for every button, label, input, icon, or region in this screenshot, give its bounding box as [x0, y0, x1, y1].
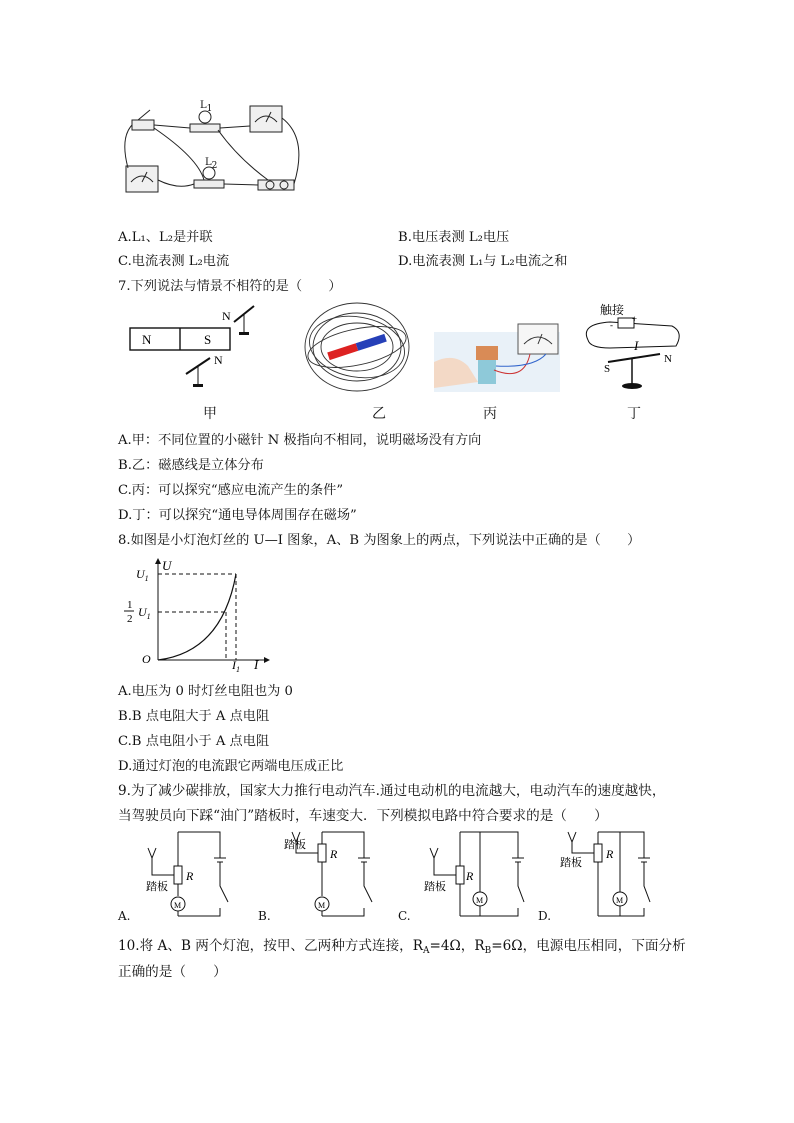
svg-text:U1: $U_1$: [138, 605, 151, 621]
q9-stem-line1: 9.为了减少碳排放，国家大力推行电动汽车.通过电动机的电流越大，电动汽车的速度越快，: [118, 783, 666, 799]
touch-label: 触接: [600, 303, 625, 317]
q8-option-a: A.电压为 0 时灯丝电阻也为 0: [118, 684, 293, 699]
q8-option-d: D.通过灯泡的电流跟它两端电压成正比: [118, 759, 344, 774]
minus-label: -: [610, 320, 613, 330]
svg-text:踏板: 踏板: [146, 881, 168, 893]
svg-text:2: 2: [127, 613, 133, 625]
svg-text:U1: $U_1$: [136, 567, 149, 583]
svg-text:M: M: [174, 901, 182, 910]
q7-option-d: D.丁：可以探究“通电导体周围存在磁场”: [118, 508, 357, 523]
q9-circuit-a: [138, 828, 248, 924]
q7-caption-jia: 甲: [203, 406, 217, 422]
q7-caption-yi: 乙: [372, 406, 386, 422]
q6-option-a: A.L₁、L₂是并联: [118, 230, 213, 245]
q9-stem-line2: 当驾驶员向下踩“油门”踏板时，车速变大．下列模拟电路中符合要求的是（ ）: [118, 808, 608, 824]
q6-circuit-figure: [118, 98, 318, 210]
q7-figure-yi: [302, 298, 412, 396]
q6-label-l1: L1: [200, 100, 213, 114]
svg-text:M: M: [476, 896, 484, 905]
q10-stem-line2: 正确的是（ ）: [118, 964, 227, 980]
q6-option-b: B.电压表测 L₂电压: [398, 230, 510, 245]
q9-circuit-d: [558, 828, 668, 924]
svg-text:踏板: 踏板: [424, 881, 446, 893]
q7-caption-bing: 丙: [483, 406, 497, 422]
svg-text:R: R: [186, 869, 194, 883]
q8-stem: 8.如图是小灯泡灯丝的 U—I 图象，A、B 为图象上的两点，下列说法中正确的是（ ）: [118, 533, 641, 548]
q7-option-c: C.丙：可以探究“感应电流产生的条件”: [118, 483, 344, 498]
q7-option-b: B.乙：磁感线是立体分布: [118, 458, 264, 473]
q9-letter-a: A.: [118, 909, 131, 923]
svg-text:I: I: [254, 657, 259, 672]
q10-stem-line1: 10.将 A、B 两个灯泡，按甲、乙两种方式连接，$R_A=4\Omega$，$R_B=6\Omega$，电源电压相同，下面分析: [118, 938, 686, 956]
svg-text:O: O: [142, 652, 151, 666]
svg-text:M: M: [318, 901, 326, 910]
q9-letter-b: B.: [258, 909, 271, 923]
q6-option-d: D.电流表测 L₁与 L₂电流之和: [398, 254, 568, 269]
q8-option-c: C.B 点电阻小于 A 点电阻: [118, 734, 270, 749]
q7-caption-ding: 丁: [627, 406, 641, 422]
q6-option-c: C.电流表测 L₂电流: [118, 254, 230, 269]
q9-letter-d: D.: [538, 909, 552, 923]
svg-text:踏板: 踏板: [560, 857, 582, 869]
svg-text:U: U: [162, 558, 172, 573]
q7-figure-jia: [128, 300, 268, 390]
svg-text:R: R: [330, 847, 338, 861]
q7-stem: 7.下列说法与情景不相符的是（ ）: [118, 279, 342, 294]
svg-text:R: R: [466, 869, 474, 883]
svg-text:1: 1: [127, 599, 133, 611]
q7-figure-bing: [434, 322, 560, 394]
magnet-s-label: S: [204, 332, 212, 347]
current-label: I: [634, 338, 639, 353]
plus-label: +: [632, 314, 638, 324]
q9-circuit-b: [282, 828, 392, 924]
svg-text:踏板: 踏板: [284, 839, 306, 851]
q7-figure-ding: [580, 300, 690, 396]
svg-text:R: R: [606, 847, 614, 861]
magnet-n-label: N: [142, 332, 152, 347]
q8-option-b: B.B 点电阻大于 A 点电阻: [118, 709, 270, 724]
compass-n: N: [664, 353, 672, 365]
q6-label-l2: L2: [205, 157, 218, 171]
q9-circuit-c: [420, 828, 530, 924]
svg-text:I1: $I_1$: [232, 658, 240, 674]
svg-text:M: M: [616, 896, 624, 905]
q9-letter-c: C.: [398, 909, 411, 923]
q8-ui-graph: [127, 556, 280, 674]
q7-option-a: A.甲：不同位置的小磁针 N 极指向不相同，说明磁场没有方向: [118, 433, 482, 448]
needle-bottom-n: N: [214, 353, 223, 367]
compass-s: S: [604, 363, 611, 375]
needle-top-n: N: [222, 309, 231, 323]
